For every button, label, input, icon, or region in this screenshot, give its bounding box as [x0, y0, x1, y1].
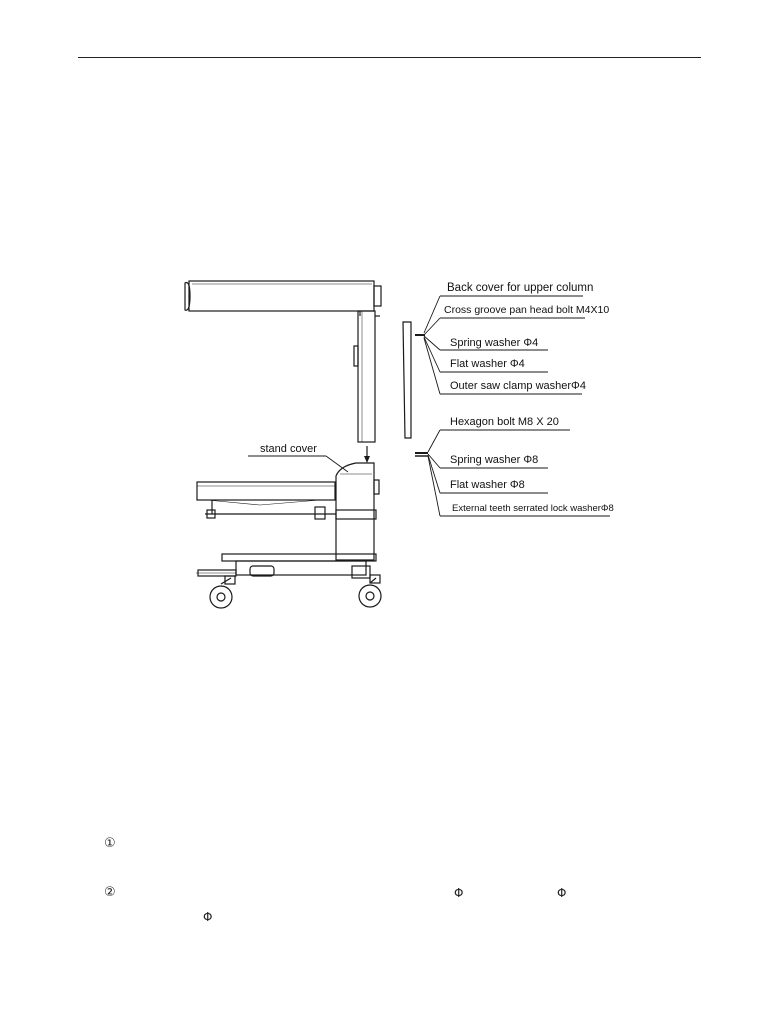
- label-back-cover: Back cover for upper column: [447, 282, 594, 294]
- label-stand-cover: stand cover: [260, 443, 317, 455]
- step-1-marker: ①: [104, 836, 116, 851]
- leader-lines: [248, 296, 610, 516]
- label-spring-washer-8: Spring washer Φ8: [450, 454, 539, 466]
- label-hex-bolt: Hexagon bolt M8 X 20: [450, 416, 559, 428]
- caster-front: [210, 578, 232, 608]
- phi-symbol-1: Φ: [454, 886, 464, 900]
- label-flat-washer-4: Flat washer Φ4: [450, 358, 525, 370]
- stand-cover-body: [336, 463, 379, 560]
- step-2-marker: ②: [104, 885, 116, 900]
- small-fasteners: [415, 335, 428, 456]
- tray: [197, 482, 336, 519]
- label-flat-washer-8: Flat washer Φ8: [450, 479, 525, 491]
- back-cover-plate: [403, 322, 411, 438]
- assembly-arrow: [364, 446, 370, 463]
- base: [196, 554, 380, 584]
- label-outer-saw: Outer saw clamp washerΦ4: [450, 380, 586, 392]
- label-ext-teeth: External teeth serrated lock washerΦ8: [452, 503, 614, 514]
- upper-arm: [185, 281, 381, 316]
- phi-symbol-3: Φ: [203, 910, 213, 924]
- phi-symbol-2: Φ: [557, 886, 567, 900]
- label-spring-washer-4: Spring washer Φ4: [450, 337, 539, 349]
- caster-rear: [359, 578, 381, 607]
- label-cross-bolt: Cross groove pan head bolt M4X10: [444, 304, 610, 316]
- upper-column: [354, 311, 380, 442]
